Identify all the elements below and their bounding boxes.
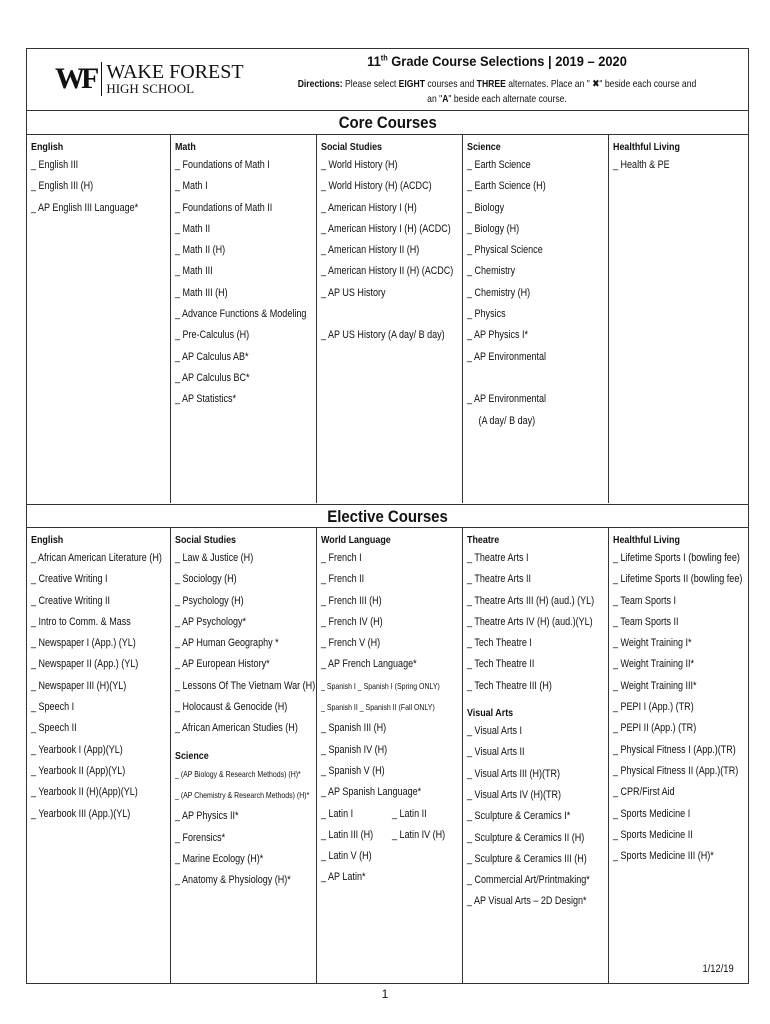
course-option[interactable]: _ Spanish IV (H)	[321, 743, 388, 756]
course-option[interactable]: _ Lessons Of The Vietnam War (H)	[175, 679, 316, 692]
core-courses-heading: Core Courses	[27, 111, 748, 135]
course-option[interactable]: _ Latin IV (H)	[391, 828, 445, 841]
elective-world-language-column	[317, 528, 463, 983]
course-option[interactable]: _ Intro to Comm. & Mass	[31, 615, 131, 628]
core-math-column	[171, 135, 317, 503]
elective-courses-heading: Elective Courses	[27, 504, 748, 528]
school-logo	[55, 59, 244, 99]
course-option[interactable]: _ Speech II	[31, 722, 77, 735]
course-option[interactable]: _ Theatre Arts I	[467, 552, 529, 564]
course-option[interactable]: _ AP English III Language*	[31, 201, 139, 214]
logo-text	[101, 62, 243, 96]
course-option[interactable]: _ African American Literature (H)	[31, 552, 162, 564]
course-option[interactable]: _ Physics	[467, 308, 506, 321]
logo-school-name: WAKE FOREST	[106, 61, 244, 83]
course-option[interactable]: _ Theatre Arts II	[467, 573, 532, 586]
course-option[interactable]: _ AP French Language*	[321, 658, 417, 671]
column-title: Science	[467, 141, 501, 153]
course-option[interactable]: _ Weight Training II*	[613, 658, 695, 671]
course-option[interactable]: _ Sports Medicine I	[613, 807, 691, 820]
course-option[interactable]: _ Creative Writing II	[31, 594, 111, 607]
course-option[interactable]: _ Anatomy & Physiology (H)*	[175, 874, 291, 887]
course-option[interactable]: _ Sociology (H)	[175, 573, 237, 586]
course-option[interactable]: _ Yearbook I (App)(YL)	[31, 743, 123, 756]
column-title: Math	[175, 141, 196, 153]
course-option[interactable]: _ AP Physics II*	[175, 810, 239, 823]
logo-school-type: HIGH SCHOOL	[106, 81, 195, 96]
course-option[interactable]: _ Newspaper I (App.) (YL)	[31, 637, 136, 650]
course-option[interactable]: _ Team Sports II	[613, 615, 679, 628]
course-option[interactable]: _ Earth Science (H)	[467, 180, 546, 193]
core-health-column	[609, 135, 750, 503]
course-option[interactable]: _ Math I	[175, 180, 208, 193]
elective-social-studies-column	[171, 528, 317, 983]
core-social-studies-column	[317, 135, 463, 503]
course-option[interactable]: _ Yearbook II (App)(YL)	[31, 764, 126, 777]
column-title: English	[31, 141, 64, 153]
course-option[interactable]: _ Spanish III (H)	[321, 722, 387, 735]
core-courses-table	[27, 135, 748, 503]
course-option[interactable]: _ AP Physics I*	[467, 329, 529, 342]
core-english-column	[27, 135, 171, 503]
page-title: 11th Grade Course Selections | 2019 – 2020	[367, 53, 627, 69]
course-option[interactable]: _ Math II (H)	[175, 244, 226, 257]
course-option[interactable]: _ Visual Arts IV (H)(TR)	[467, 788, 562, 801]
course-option[interactable]: _ Spanish I _ Spanish I (Spring ONLY)	[321, 680, 440, 691]
course-option[interactable]: _ CPR/First Aid	[613, 786, 675, 799]
course-option[interactable]: _ Visual Arts I	[467, 725, 522, 738]
course-option[interactable]: _ French I	[321, 552, 362, 564]
course-option[interactable]: _ Commercial Art/Printmaking*	[467, 874, 590, 887]
course-option[interactable]: _ World History (H) (ACDC)	[321, 180, 432, 193]
course-option[interactable]: _ Holocaust & Genocide (H)	[175, 701, 288, 714]
column-title: World Language	[321, 534, 391, 546]
elective-health-column	[609, 528, 750, 983]
course-option[interactable]: _ AP Human Geography *	[175, 637, 279, 650]
course-option[interactable]: _ Sports Medicine III (H)*	[613, 850, 714, 863]
course-option[interactable]: _ Health & PE	[613, 159, 670, 171]
latin-pair	[321, 825, 462, 846]
course-option[interactable]: _ (AP Chemistry & Research Methods) (H)*	[175, 789, 310, 800]
course-option[interactable]: _ American History I (H)	[321, 201, 417, 214]
course-option[interactable]: _ Lifetime Sports II (bowling fee)	[613, 573, 743, 586]
course-option[interactable]: _ Chemistry (H)	[467, 286, 531, 299]
course-option[interactable]: _ AP Environmental	[467, 393, 547, 406]
course-option[interactable]: _ Psychology (H)	[175, 594, 244, 607]
course-option[interactable]: _ Sculpture & Ceramics I*	[467, 810, 571, 823]
course-option[interactable]: _ AP US History (A day/ B day)	[321, 329, 445, 342]
course-option[interactable]: _ Sculpture & Ceramics II (H)	[467, 831, 585, 844]
course-option[interactable]: _ Speech I	[31, 701, 75, 714]
course-option[interactable]: _ American History II (H)	[321, 244, 420, 257]
course-option[interactable]: _ Math III	[175, 265, 213, 278]
course-option[interactable]: _ Foundations of Math II	[175, 201, 273, 214]
course-option[interactable]: _ French V (H)	[321, 637, 381, 650]
course-option[interactable]: _ Yearbook III (App.)(YL)	[31, 807, 131, 820]
course-option[interactable]: _ AP Visual Arts – 2D Design*	[467, 895, 587, 908]
elective-courses-table	[27, 528, 748, 983]
course-option[interactable]: _ Lifetime Sports I (bowling fee)	[613, 552, 740, 564]
course-option[interactable]: _ Weight Training III*	[613, 679, 697, 692]
directions-text: Directions: Please select EIGHT courses and THREE alternates. Place an " ✖" beside each course and an "A" beside each alternate course.	[297, 78, 697, 105]
course-option[interactable]: _ Visual Arts III (H)(TR)	[467, 767, 561, 780]
elective-english-column	[27, 528, 171, 983]
course-option[interactable]: _ Visual Arts II	[467, 746, 525, 759]
course-option[interactable]: _ Newspaper II (App.) (YL)	[31, 658, 139, 671]
course-option[interactable]: _ (AP Biology & Research Methods) (H)*	[175, 768, 301, 779]
course-option[interactable]: _ Team Sports I	[613, 594, 677, 607]
course-option[interactable]: _ French II	[321, 573, 365, 586]
course-option-note: (A day/ B day)	[478, 414, 536, 427]
course-option[interactable]: _ PEPI II (App.) (TR)	[613, 722, 697, 735]
course-option[interactable]: _ AP European History*	[175, 658, 270, 671]
course-option[interactable]: _ PEPI I (App.) (TR)	[613, 701, 694, 714]
course-option[interactable]: _ Biology (H)	[467, 222, 520, 235]
course-option[interactable]: _ World History (H)	[321, 159, 398, 171]
course-option[interactable]: _ Physical Fitness II (App.)(TR)	[613, 764, 739, 777]
course-option[interactable]: _ Theatre Arts IV (H) (aud.)(YL)	[467, 615, 593, 628]
course-option[interactable]: _ Creative Writing I	[31, 573, 108, 586]
course-option[interactable]: _ Physical Fitness I (App.)(TR)	[613, 743, 736, 756]
course-option[interactable]: _ Weight Training I*	[613, 637, 692, 650]
course-option[interactable]: _ Latin V (H)	[321, 850, 372, 863]
revision-date: 1/12/19	[702, 963, 734, 975]
course-option[interactable]: _ AP Latin*	[321, 871, 366, 884]
course-option[interactable]: _ Chemistry	[467, 265, 516, 278]
course-option[interactable]: _ Earth Science	[467, 159, 531, 171]
course-option[interactable]: _ Law & Justice (H)	[175, 552, 254, 564]
latin-pair	[321, 804, 462, 825]
course-option[interactable]: _ AP Calculus AB*	[175, 350, 249, 363]
course-option[interactable]: _ AP Spanish Language*	[321, 786, 422, 799]
course-option[interactable]: _ American History I (H) (ACDC)	[321, 222, 451, 235]
course-selection-form	[26, 48, 749, 984]
course-option[interactable]: _ Latin III (H)	[321, 828, 374, 841]
course-option[interactable]: _ Marine Ecology (H)*	[175, 852, 264, 865]
course-option[interactable]: _ Latin I	[321, 807, 354, 820]
course-option[interactable]: _ Math II	[175, 222, 211, 235]
column-title: Social Studies	[175, 534, 237, 546]
course-option[interactable]: _ Tech Theatre III (H)	[467, 679, 552, 692]
course-option[interactable]: _ AP Environmental	[467, 350, 547, 363]
course-option[interactable]: _ Newspaper III (H)(YL)	[31, 679, 127, 692]
course-option[interactable]: _ Latin II	[391, 807, 427, 820]
science-subheading: Science	[175, 749, 209, 762]
course-option[interactable]: _ Biology	[467, 201, 505, 214]
course-option[interactable]: _ Yearbook II (H)(App)(YL)	[31, 786, 138, 799]
course-option[interactable]: _ Math III (H)	[175, 286, 228, 299]
column-title: Social Studies	[321, 141, 383, 153]
course-option[interactable]: _ French IV (H)	[321, 615, 383, 628]
column-title: Healthful Living	[613, 534, 680, 546]
page-number: 1	[381, 987, 389, 1001]
course-option[interactable]: _ AP US History	[321, 286, 386, 299]
course-option[interactable]: _ Theatre Arts III (H) (aud.) (YL)	[467, 594, 595, 607]
course-option[interactable]: _ Sculpture & Ceramics III (H)	[467, 852, 587, 865]
course-option[interactable]: _ French III (H)	[321, 594, 382, 607]
course-option[interactable]: _ AP Psychology*	[175, 615, 247, 628]
course-option[interactable]: _ Sports Medicine II	[613, 828, 693, 841]
column-title: Theatre	[467, 534, 500, 546]
course-option[interactable]: _ AP Calculus BC*	[175, 371, 250, 384]
course-option[interactable]: _ Forensics*	[175, 831, 226, 844]
column-title: English	[31, 534, 64, 546]
form-header	[27, 49, 748, 111]
course-option[interactable]: _ Advance Functions & Modeling	[175, 308, 307, 321]
visual-arts-subheading: Visual Arts	[467, 707, 514, 720]
course-option[interactable]: _ Pre-Calculus (H)	[175, 329, 250, 342]
logo-mark: WF	[55, 62, 96, 95]
course-option[interactable]: _ American History II (H) (ACDC)	[321, 265, 454, 278]
course-option[interactable]: _ English III	[31, 159, 79, 171]
course-option[interactable]: _ Tech Theatre II	[467, 658, 535, 671]
course-option[interactable]: _ Spanish II _ Spanish II (Fall ONLY)	[321, 702, 435, 713]
course-option[interactable]: _ English III (H)	[31, 180, 94, 193]
course-option[interactable]: _ Tech Theatre I	[467, 637, 532, 650]
course-option[interactable]: _ Foundations of Math I	[175, 159, 270, 171]
column-title: Healthful Living	[613, 141, 680, 153]
course-option[interactable]: _ Physical Science	[467, 244, 543, 257]
course-option[interactable]: _ African American Studies (H)	[175, 722, 298, 735]
course-option[interactable]: _ Spanish V (H)	[321, 764, 385, 777]
course-option[interactable]: _ AP Statistics*	[175, 393, 237, 406]
elective-theatre-column	[463, 528, 609, 983]
core-science-column	[463, 135, 609, 503]
